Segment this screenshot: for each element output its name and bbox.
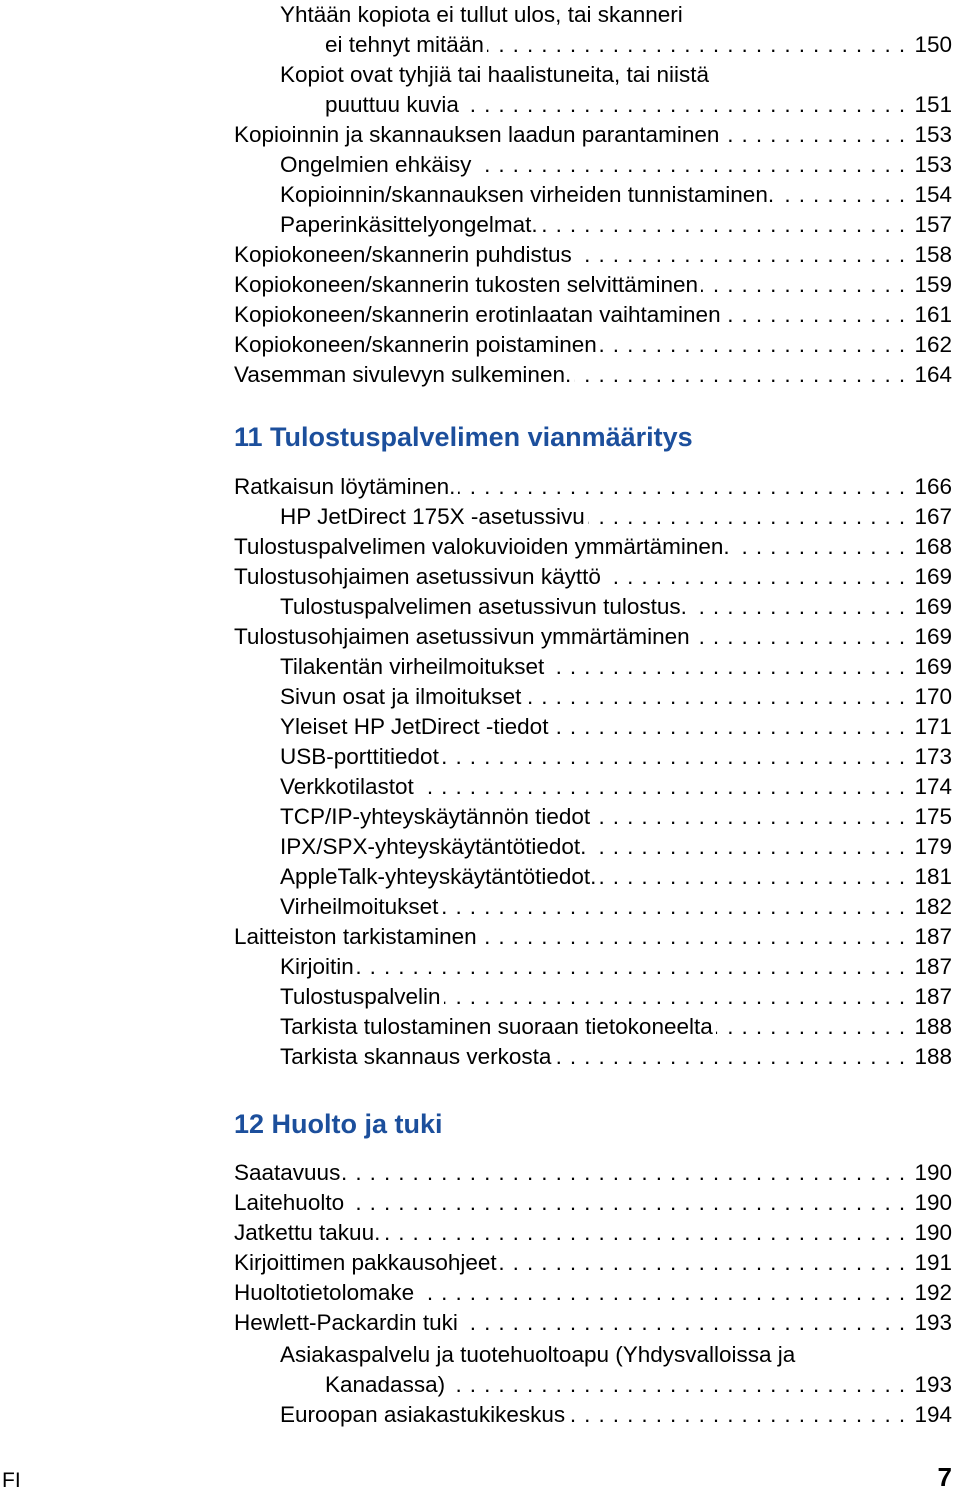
toc-entry[interactable] — [234, 1158, 952, 1188]
toc-entry-page: 162 — [914, 332, 952, 357]
toc-entry-page: 159 — [914, 272, 952, 297]
toc-entry[interactable] — [325, 30, 952, 60]
toc-entry[interactable] — [234, 622, 952, 652]
toc-entry-page: 151 — [914, 92, 952, 117]
toc-entry-page: 161 — [914, 302, 952, 327]
toc-entry-title: Tilakentän virheilmoitukset — [280, 654, 547, 679]
toc-entry[interactable] — [280, 742, 952, 772]
toc-entry-title: Virheilmoitukset — [280, 894, 441, 919]
toc-entry-title: Kanadassa) — [325, 1372, 448, 1397]
toc-entry-title: Kirjoittimen pakkausohjeet — [234, 1250, 500, 1275]
toc-entry-page: 190 — [914, 1220, 952, 1245]
toc-entry-title: ei tehnyt mitään — [325, 32, 487, 57]
toc-entry[interactable] — [325, 90, 952, 120]
toc-entry[interactable] — [280, 862, 952, 892]
toc-entry-page: 167 — [914, 504, 952, 529]
toc-entry-title: Tulostusohjaimen asetussivun käyttö — [234, 564, 604, 589]
toc-entry-title: TCP/IP-yhteyskäytännön tiedot — [280, 804, 593, 829]
toc-entry-page: 154 — [914, 182, 952, 207]
toc-entry[interactable] — [280, 682, 952, 712]
toc-entry[interactable] — [234, 300, 952, 330]
toc-entry-title: Jatkettu takuu. — [234, 1220, 383, 1245]
toc-entry-page: 158 — [914, 242, 952, 267]
toc-entry-title: Laitteiston tarkistaminen — [234, 924, 480, 949]
toc-entry[interactable] — [234, 1218, 952, 1248]
toc-entry[interactable] — [234, 360, 952, 390]
toc-entry-title: Yleiset HP JetDirect -tiedot — [280, 714, 551, 739]
toc-entry-page: 181 — [914, 864, 952, 889]
toc-entry-page: 175 — [914, 804, 952, 829]
toc-entry[interactable] — [280, 1400, 952, 1430]
toc-entry-title: Tarkista skannaus verkosta — [280, 1044, 554, 1069]
toc-entry-title: Saatavuus — [234, 1160, 343, 1185]
toc-entry-page: 166 — [914, 474, 952, 499]
toc-entry-title: Kopiot ovat tyhjiä tai haalistuneita, tai niistä — [280, 62, 710, 87]
toc-entry[interactable] — [234, 270, 952, 300]
toc-entry[interactable] — [234, 562, 952, 592]
toc-entry-page: 187 — [914, 984, 952, 1009]
toc-entry-page: 194 — [914, 1402, 952, 1427]
toc-entry-page: 169 — [914, 624, 952, 649]
toc-entry-title: puuttuu kuvia — [325, 92, 462, 117]
toc-entry-page: 169 — [914, 564, 952, 589]
toc-entry-page: 150 — [914, 32, 952, 57]
toc-entry[interactable] — [234, 240, 952, 270]
toc-entry-title: Ongelmien ehkäisy — [280, 152, 474, 177]
toc-entry-page: 182 — [914, 894, 952, 919]
toc-entry[interactable] — [280, 1042, 952, 1072]
toc-entry-title: Kopiokoneen/skannerin poistaminen — [234, 332, 600, 357]
toc-entry-title: Kirjoitin — [280, 954, 357, 979]
toc-entry-page: 187 — [914, 924, 952, 949]
toc-entry[interactable] — [280, 772, 952, 802]
toc-entry-title: AppleTalk-yhteyskäytäntötiedot. — [280, 864, 599, 889]
toc-entry-title: Tarkista tulostaminen suoraan tietokoneelta — [280, 1014, 716, 1039]
toc-entry[interactable] — [280, 712, 952, 742]
toc-entry[interactable] — [234, 1308, 952, 1338]
toc-entry-page: 169 — [914, 594, 952, 619]
toc-entry[interactable] — [280, 502, 952, 532]
toc-entry-title: Asiakaspalvelu ja tuotehuoltoapu (Yhdysvalloissa ja — [280, 1342, 796, 1367]
toc-entry-title: Kopiokoneen/skannerin puhdistus — [234, 242, 575, 267]
toc-entry-page: 193 — [914, 1372, 952, 1397]
toc-entry-title: Verkkotilastot — [280, 774, 417, 799]
toc-entry-title: Kopioinnin/skannauksen virheiden tunnistaminen. — [280, 182, 777, 207]
toc-entry[interactable] — [234, 120, 952, 150]
toc-entry-title: IPX/SPX-yhteyskäytäntötiedot. — [280, 834, 589, 859]
toc-entry[interactable] — [280, 180, 952, 210]
toc-entry[interactable] — [280, 592, 952, 622]
toc-entry[interactable] — [234, 1278, 952, 1308]
footer-page-number: 7 — [937, 1462, 952, 1492]
toc-entry-page: 187 — [914, 954, 952, 979]
toc-entry[interactable] — [234, 330, 952, 360]
toc-entry[interactable] — [280, 982, 952, 1012]
toc-entry-title: Vasemman sivulevyn sulkeminen. — [234, 362, 574, 387]
toc-entry[interactable] — [280, 1012, 952, 1042]
toc-entry[interactable] — [234, 472, 952, 502]
toc-entry-page: 188 — [914, 1044, 952, 1069]
toc-entry-title: Euroopan asiakastukikeskus — [280, 1402, 568, 1427]
toc-entry-title: Kopiokoneen/skannerin tukosten selvittäminen — [234, 272, 701, 297]
toc-entry-page: 173 — [914, 744, 952, 769]
toc-entry-title: Ratkaisun löytäminen. — [234, 474, 458, 499]
toc-entry-title: Kopiokoneen/skannerin erotinlaatan vaihtaminen — [234, 302, 724, 327]
chapter-heading[interactable]: 12 Huolto ja tuki — [234, 1109, 443, 1139]
toc-entry-title: Tulostusohjaimen asetussivun ymmärtäminen — [234, 624, 693, 649]
toc-entry-page: 157 — [914, 212, 952, 237]
toc-entry-title: Yhtään kopiota ei tullut ulos, tai skanneri — [280, 2, 683, 27]
toc-entry[interactable] — [234, 1188, 952, 1218]
toc-entry-page: 164 — [914, 362, 952, 387]
toc-entry-page: 169 — [914, 654, 952, 679]
toc-entry-title: Hewlett-Packardin tuki — [234, 1310, 461, 1335]
toc-entry-title: Tulostuspalvelimen valokuvioiden ymmärtäminen. — [234, 534, 733, 559]
toc-entry-page: 179 — [914, 834, 952, 859]
toc-entry-title: HP JetDirect 175X -asetussivu — [280, 504, 588, 529]
toc-entry-page: 190 — [914, 1160, 952, 1185]
toc-entry[interactable] — [234, 1248, 952, 1278]
toc-entry[interactable] — [280, 150, 952, 180]
toc-entry-page: 188 — [914, 1014, 952, 1039]
toc-entry-page: 174 — [914, 774, 952, 799]
toc-entry-page: 192 — [914, 1280, 952, 1305]
toc-entry[interactable] — [280, 210, 952, 240]
toc-entry-page: 153 — [914, 152, 952, 177]
toc-entry-title: Huoltotietolomake — [234, 1280, 417, 1305]
chapter-heading[interactable]: 11 Tulostuspalvelimen vianmääritys — [234, 422, 693, 452]
toc-entry[interactable] — [280, 952, 952, 982]
toc-entry-title: USB-porttitiedot — [280, 744, 442, 769]
toc-entry[interactable] — [325, 1370, 952, 1400]
toc-entry-page: 168 — [914, 534, 952, 559]
toc-entry-page: 153 — [914, 122, 952, 147]
toc-entry[interactable] — [280, 832, 952, 862]
toc-entry-page: 191 — [914, 1250, 952, 1275]
toc-entry-title: Laitehuolto — [234, 1190, 347, 1215]
toc-entry[interactable] — [280, 802, 952, 832]
toc-entry-page: 190 — [914, 1190, 952, 1215]
footer-language: FI — [2, 1469, 21, 1492]
toc-entry-title: Paperinkäsittelyongelmat. — [280, 212, 541, 237]
toc-entry-page: 171 — [914, 714, 952, 739]
toc-entry-title: Tulostuspalvelimen asetussivun tulostus. — [280, 594, 690, 619]
toc-entry[interactable] — [234, 532, 952, 562]
toc-entry-page: 170 — [914, 684, 952, 709]
toc-entry-title: Sivun osat ja ilmoitukset — [280, 684, 524, 709]
toc-entry[interactable] — [234, 922, 952, 952]
toc-entry[interactable] — [280, 892, 952, 922]
toc-entry-title: Kopioinnin ja skannauksen laadun parantaminen — [234, 122, 722, 147]
toc-entry[interactable] — [280, 652, 952, 682]
toc-entry-title: Tulostuspalvelin — [280, 984, 444, 1009]
toc-entry-page: 193 — [914, 1310, 952, 1335]
